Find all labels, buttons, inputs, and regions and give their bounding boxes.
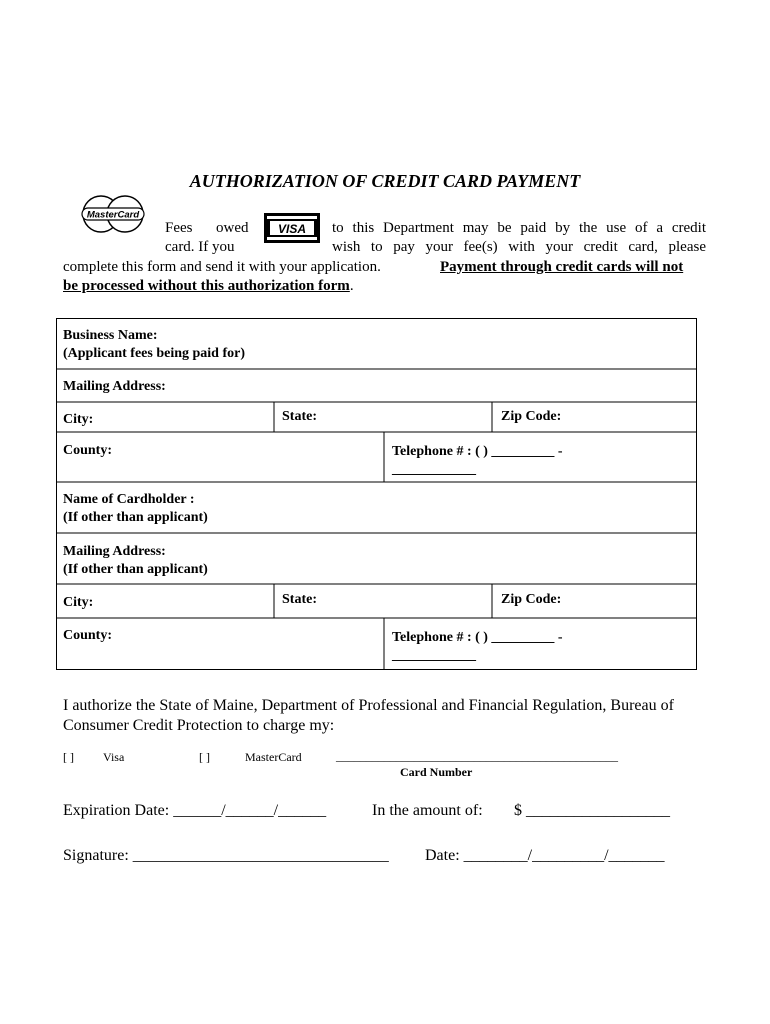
mastercard-option-label: MasterCard [245,750,302,764]
visa-option-label: Visa [103,750,125,764]
intro-line3a: complete this form and send it with your application. [63,259,381,275]
telephone-continuation: ____________ [392,462,476,477]
city-label: City: [63,412,94,427]
cardholder-mailing-address-label: Mailing Address: [63,544,166,559]
amount-field[interactable]: $ __________________ [514,802,670,819]
visa-logo [264,213,320,243]
intro-line4 [63,277,354,296]
zip-code-label: Zip Code: [501,409,562,424]
business-name-sublabel: (Applicant fees being paid for) [63,346,245,361]
signature-field[interactable]: Signature: ________________________________ [63,847,389,864]
intro-line3b: Payment through credit cards will not [440,259,684,275]
cardholder-telephone-continuation: ____________ [392,648,476,663]
mailing-address-label: Mailing Address: [63,379,166,394]
intro-line4b: . [349,278,354,294]
county-label: County: [63,443,113,458]
expiration-date-field[interactable]: Expiration Date: ______/______/______ [63,802,327,819]
cardholder-city-label: City: [63,595,94,610]
card-number-label: Card Number [400,765,473,779]
intro-line1: to this Department may be paid by the use of a credit [332,220,706,236]
cardholder-zip-code-label: Zip Code: [501,592,562,607]
date-field[interactable]: Date: ________/_________/_______ [425,847,665,864]
visa-checkbox[interactable]: [ ] [63,750,74,764]
intro-line2b: wish to pay your fee(s) with your credit card, please [332,239,706,255]
intro-owed: owed [216,220,249,236]
cardholder-name-sublabel: (If other than applicant) [63,510,208,525]
telephone-label: Telephone # : ( ) _________ - [392,444,563,459]
card-number-line[interactable]: _______________________________________________ [336,749,618,763]
visa-logo-text: VISA [277,222,307,236]
state-label: State: [282,409,317,424]
intro-line2a: card. If you [165,239,235,255]
cardholder-county-label: County: [63,628,113,643]
intro-fees: Fees [165,220,193,236]
mastercard-checkbox[interactable]: [ ] [199,750,210,764]
cardholder-state-label: State: [282,592,317,607]
authorization-line1: I authorize the State of Maine, Department of Professional and Financial Regulation, Bureau of [63,697,674,714]
mastercard-logo-text: MasterCard [86,209,140,221]
cardholder-telephone-label: Telephone # : ( ) _________ - [392,630,563,645]
cardholder-name-label: Name of Cardholder : [63,492,195,507]
cardholder-mailing-address-sublabel: (If other than applicant) [63,562,208,577]
mastercard-logo [80,194,146,234]
page-title: AUTHORIZATION OF CREDIT CARD PAYMENT [189,171,581,191]
authorization-line2: Consumer Credit Protection to charge my: [63,717,335,734]
intro-line4a: be processed without this authorization form [63,278,350,294]
business-name-label: Business Name: [63,328,158,343]
amount-label: In the amount of: [372,802,483,819]
